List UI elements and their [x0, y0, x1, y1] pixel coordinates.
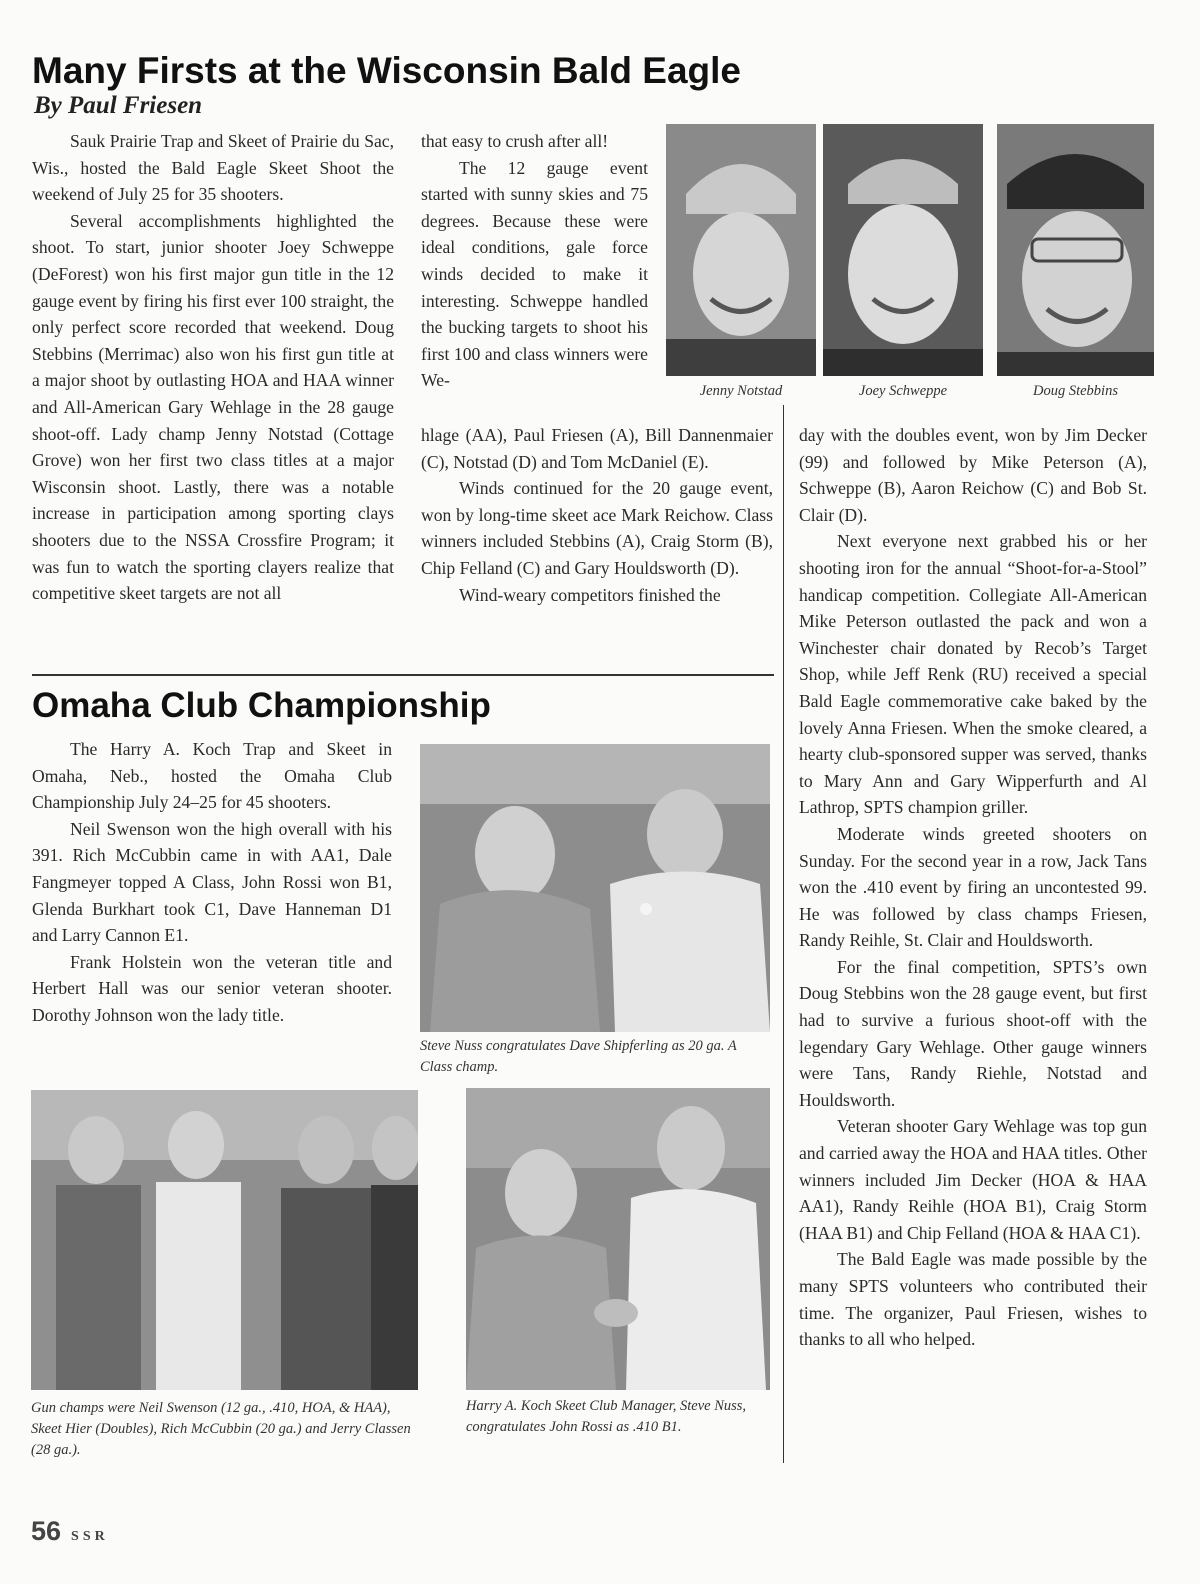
paragraph: Wind-weary competitors finished the — [459, 584, 721, 605]
portrait-caption-1: Jenny Notstad — [699, 383, 783, 399]
article-column-1 — [32, 128, 394, 607]
paragraph: Veteran shooter Gary Wehlage was top gun and carried away the HOA and HAA titles. Other winners included Jim Decker (HOA & HAA AA1), Randy Reihle (HOA B1), Craig Storm (HAA B1) and Chip Felland (HOA & HAA C1). — [799, 1116, 1147, 1243]
section-divider — [32, 674, 774, 676]
portrait-caption-2: Joey Schweppe — [858, 383, 948, 399]
portrait-photo-1 — [666, 124, 816, 376]
paragraph: The Harry A. Koch Trap and Skeet in Omaha, Neb., hosted the Omaha Club Championship July 24–25 for 45 shooters. — [32, 739, 392, 813]
paragraph: Next everyone next grabbed his or her shooting iron for the annual “Shoot-for-a-Stool” handicap competition. Collegiate All-American Mike Peterson outlasted the pack and won a Winchester chair donated by Recob’s Target Shop, while Jeff Renk (RU) received a special Bald Eagle commemorative cake baked by the lovely Anna Friesen. When the smoke cleared, a hearty club-sponsored supper was served, thanks to Mary Ann and Gary Wipperfurth and Al Lathrop, SPTS champion griller. — [799, 531, 1147, 818]
portrait-caption-3: Doug Stebbins — [1033, 383, 1118, 399]
article-column-2-lower — [421, 422, 773, 608]
paragraph: Several accomplishments highlighted the shoot. To start, junior shooter Joey Schweppe (DeForest) won his first major gun title in the 12 gauge event by firing his first ever 100 straight, the only perfect score recorded that weekend. Doug Stebbins (Merrimac) also won his first gun title at a major shoot by outlasting HOA and HAA winner and All-American Gary Wehlage in the 28 gauge shoot-off. Lady champ Jenny Notstad (Cottage Grove) won her first two class titles at a major Wisconsin shoot. Lastly, there was a notable increase in participation among sporting clays shooters due to the NSSA Crossfire Program; it was fun to watch the sporting clayers realize that competitive skeet targets are not all — [32, 210, 394, 604]
paragraph: hlage (AA), Paul Friesen (A), Bill Dannenmaier (C), Notstad (D) and Tom McDaniel (E). — [421, 425, 773, 472]
article-column-3 — [799, 422, 1147, 1353]
paragraph: The 12 gauge event started with sunny skies and 75 degrees. Because these were ideal conditions, gale force winds decided to make it interesting. Schweppe handled the bucking targets to shoot his first 100 and class winners were We- — [421, 157, 648, 391]
column-divider — [783, 405, 784, 1463]
group-photo-caption: Gun champs were Neil Swenson (12 ga., .410, HOA, & HAA), Skeet Hier (Doubles), Rich McCubbin (20 ga.) and Jerry Classen (28 ga.). — [31, 1400, 411, 1458]
award-photo-caption: Steve Nuss congratulates Dave Shipferling as 20 ga. A Class champ. — [420, 1038, 737, 1075]
paragraph: Neil Swenson won the high overall with his 391. Rich McCubbin came in with AA1, Dale Fangmeyer topped A Class, John Rossi won B1, Glenda Burkhart took C1, Dave Hanneman D1 and Larry Cannon E1. — [32, 818, 392, 946]
group-photo — [31, 1090, 418, 1390]
article-title: Omaha Club Championship — [32, 686, 491, 725]
paragraph: that easy to crush after all! — [421, 131, 609, 151]
paragraph: For the final competition, SPTS’s own Doug Stebbins won the 28 gauge event, but first had to survive a furious shoot-off with the legendary Gary Wehlage. Other gauge winners were Tans, Randy Riehle, Notstad and Houldsworth. — [799, 956, 1147, 1110]
article-2-body — [32, 736, 392, 1029]
paragraph: day with the doubles event, won by Jim Decker (99) and followed by Mike Peterson (A), Schweppe (B), Aaron Reichow (C) and Bob St. Clair (D). — [799, 425, 1147, 525]
article-title: Many Firsts at the Wisconsin Bald Eagle — [32, 50, 741, 91]
article-column-2-upper — [421, 128, 648, 394]
handshake-photo-caption: Harry A. Koch Skeet Club Manager, Steve Nuss, congratulates John Rossi as .410 B1. — [466, 1398, 747, 1435]
magazine-name: SSR — [71, 1529, 109, 1544]
paragraph: Sauk Prairie Trap and Skeet of Prairie du Sac, Wis., hosted the Bald Eagle Skeet Shoot the weekend of July 25 for 35 shooters. — [32, 131, 394, 205]
byline: By Paul Friesen — [34, 92, 203, 119]
paragraph: Moderate winds greeted shooters on Sunday. For the second year in a row, Jack Tans won the .410 event by firing an uncontested 99. He was followed by class champs Friesen, Randy Reihle, St. Clair and Houldsworth. — [799, 823, 1147, 951]
handshake-photo — [466, 1088, 770, 1390]
paragraph: The Bald Eagle was made possible by the many SPTS volunteers who contributed their time. The organizer, Paul Friesen, wishes to thanks to all who helped. — [799, 1249, 1147, 1350]
portrait-photo-2 — [823, 124, 983, 376]
page-number: 56 — [31, 1516, 62, 1546]
award-photo — [420, 744, 770, 1032]
paragraph: Winds continued for the 20 gauge event, won by long-time skeet ace Mark Reichow. Class winners included Stebbins (A), Craig Storm (B), Chip Felland (C) and Gary Houldsworth (D). — [421, 478, 773, 578]
paragraph: Frank Holstein won the veteran title and Herbert Hall was our senior veteran shooter. Dorothy Johnson won the lady title. — [32, 951, 392, 1025]
portrait-photo-3 — [997, 124, 1154, 376]
page-folio — [31, 1516, 109, 1547]
